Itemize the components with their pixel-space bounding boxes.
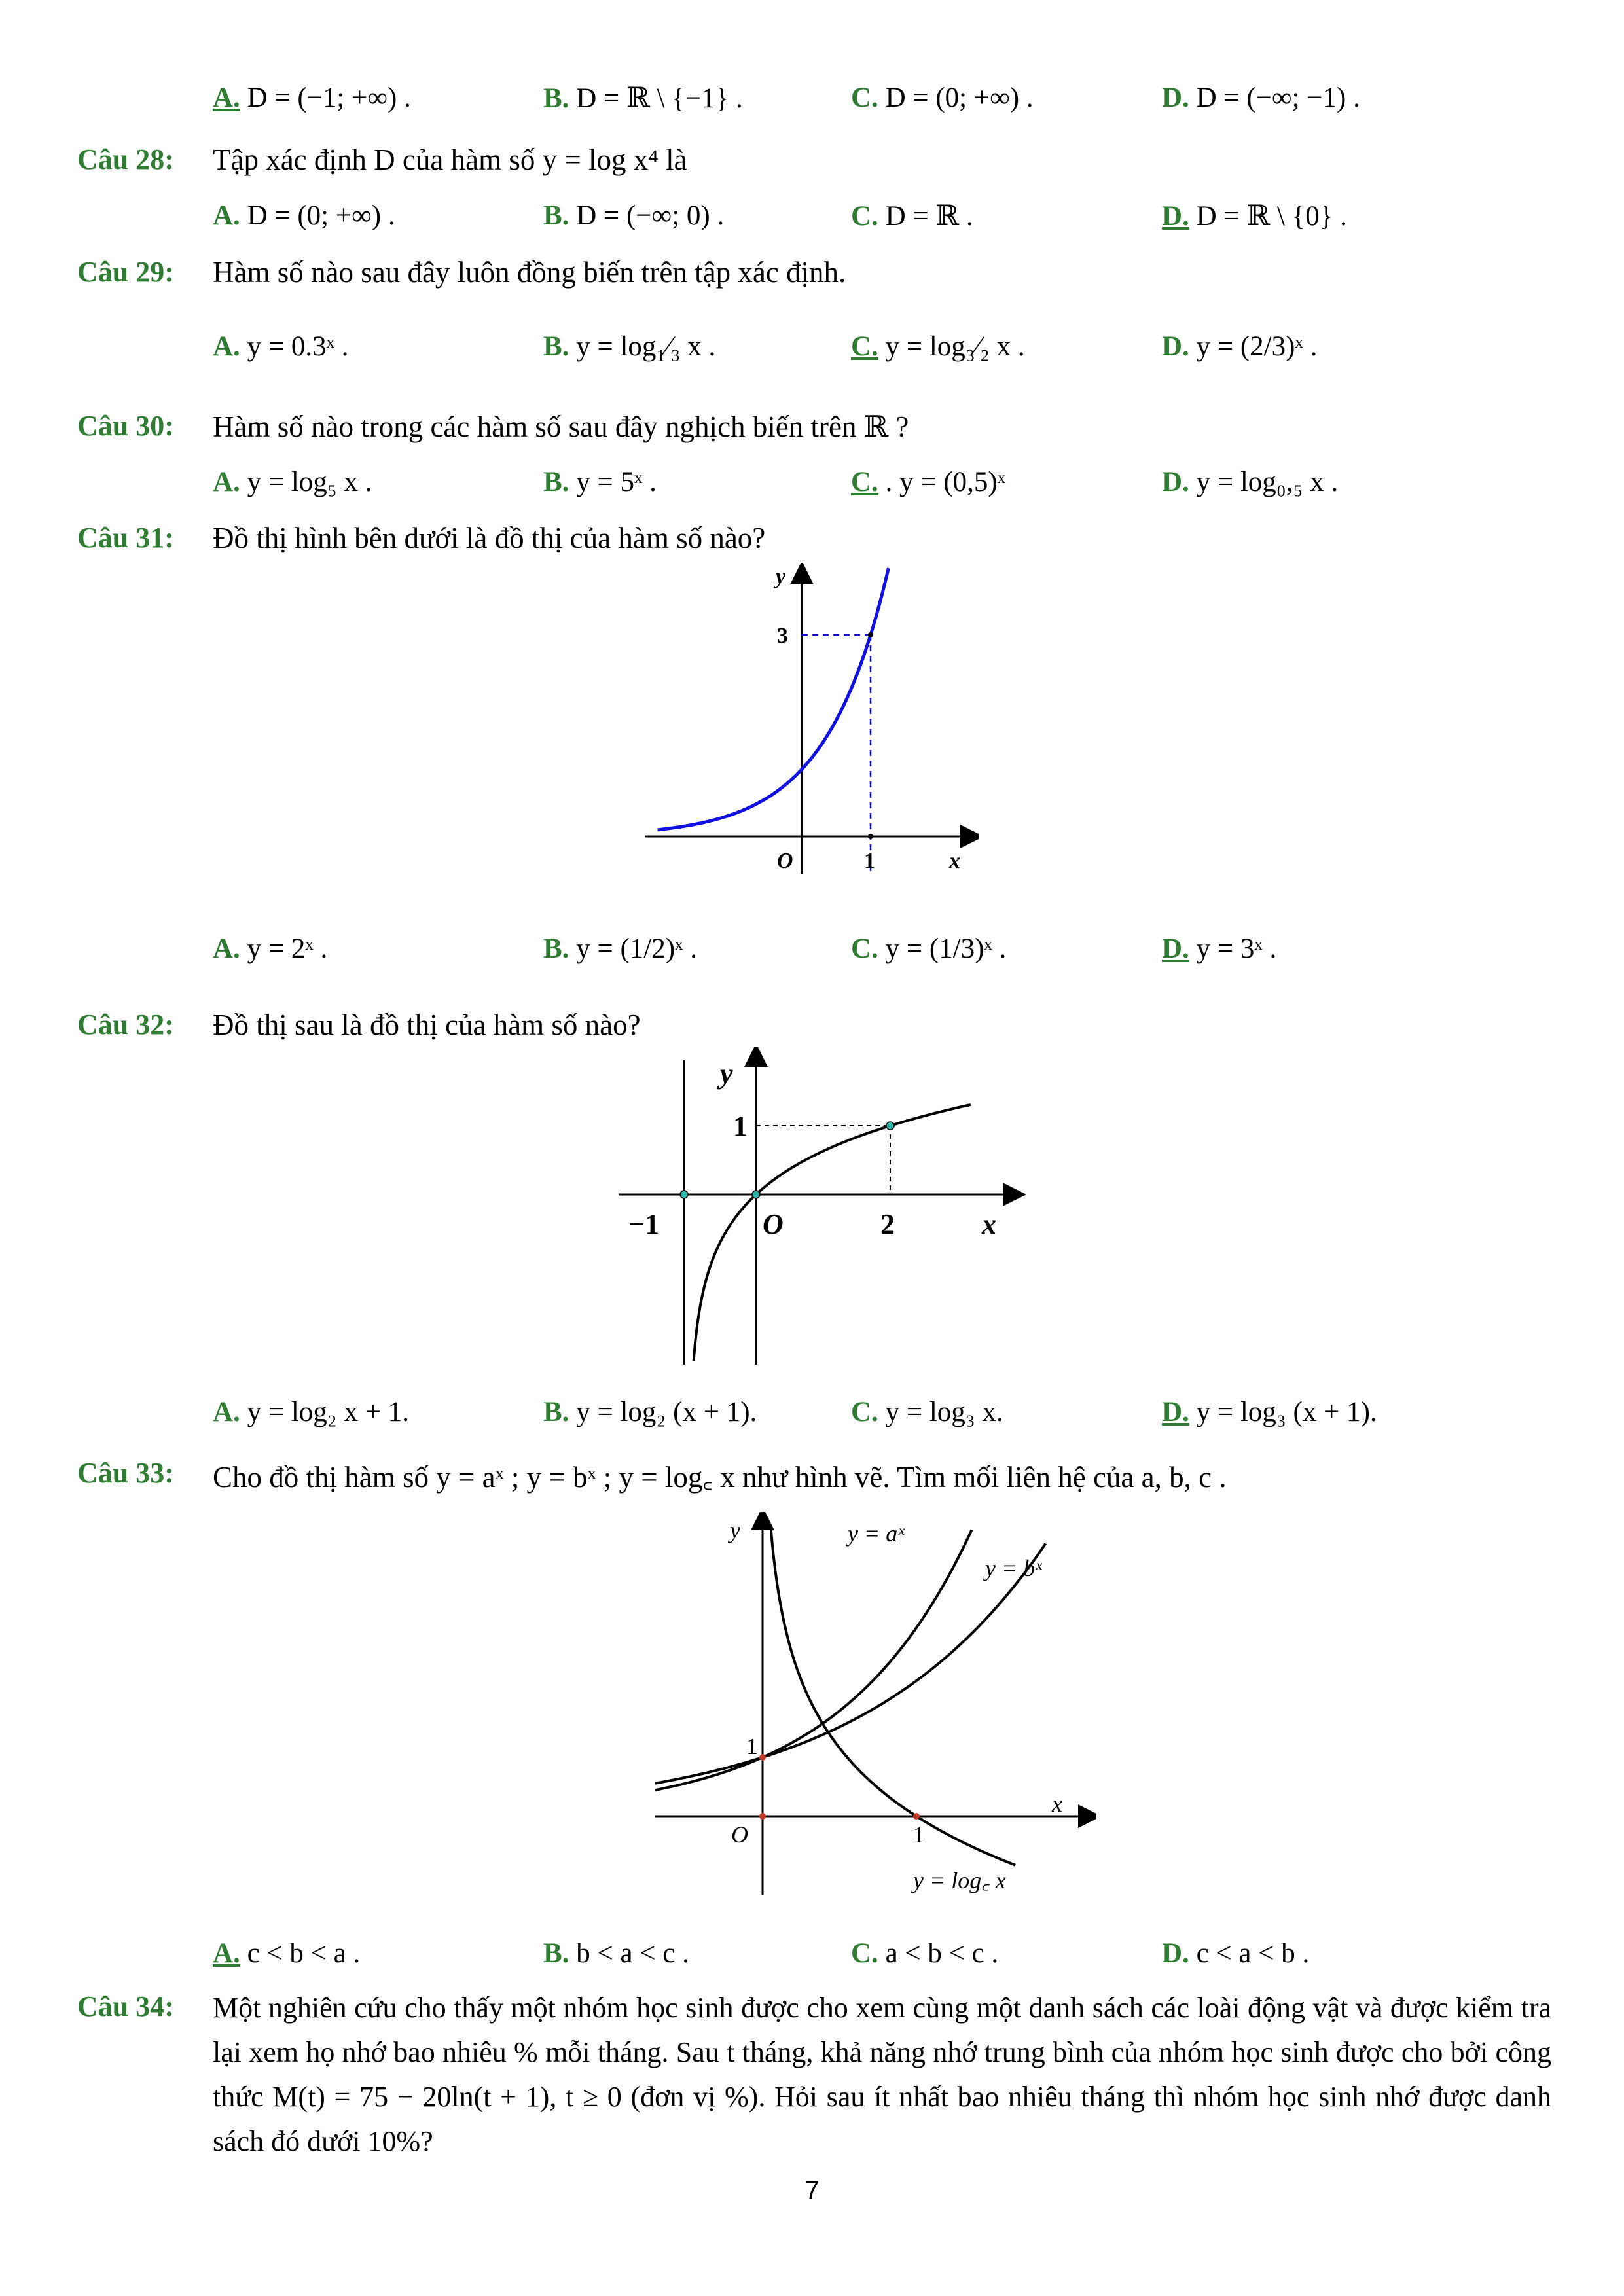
q34-text: Một nghiên cứu cho thấy một nhóm học sinh được cho xem cùng một danh sách các loài động vật và được kiểm tra lại xem họ nhớ bao nhiêu % mỗi tháng. Sau t tháng, khả năng nhớ trung bình của nhóm học sinh được cho bởi công thức M(t) = 75 − 20ln(t + 1), t ≥ 0 (đơn vị %). Hỏi sau ít nhất bao nhiêu tháng thì nhóm học sinh nhớ được danh sách đó dưới 10%? [213,1992,1551,2157]
q32-option-b: B. y = log₂ (x + 1). [543,1397,757,1427]
q29-text: Hàm số nào sau đây luôn đồng biến trên tập xác định. [213,256,846,289]
q30-option-c: C. . y = (0,5)ˣ [851,467,1006,497]
q28-option-b: B. D = (−∞; 0) . [543,200,725,231]
q32-option-a: A. y = log₂ x + 1. [213,1397,410,1427]
q31-x-tick-dot [868,834,873,839]
q33-point-origin [759,1813,766,1820]
q28-option-d: D. D = ℝ \ {0} . [1162,201,1347,232]
q31-x-tick-label: 1 [864,849,875,873]
q29-option-d: D. y = (2/3)ˣ . [1162,331,1318,362]
q33-curve-a [655,1530,972,1790]
q27-option-d: D. D = (−∞; −1) . [1162,82,1360,113]
q29-number: Câu 29: [77,256,174,288]
q30-text: Hàm số nào trong các hàm số sau đây nghịch biến trên ℝ ? [213,410,909,443]
q32-y-label: y [720,1058,733,1090]
q27-option-a: A. D = (−1; +∞) . [213,82,411,113]
q29-option-b: B. y = log₁⁄₃ x . [543,331,716,362]
q32-y-tick-label: 1 [733,1110,748,1142]
q33-curve-c-label: y = log꜀ x [913,1867,1006,1893]
q28-option-c: C. D = ℝ . [851,201,973,232]
q31-number: Câu 31: [77,522,174,554]
q33-y-tick-label: 1 [746,1733,758,1759]
q34-number: Câu 34: [77,1990,174,2022]
q29-option-a: A. y = 0.3ˣ . [213,331,349,362]
q32-point-origin [752,1191,760,1198]
q32-x-tick-neg-label: −1 [628,1208,660,1240]
q33-option-b: B. b < a < c . [543,1938,689,1969]
q33-x-label: x [1052,1791,1062,1817]
q33-option-d: D. c < a < b . [1162,1938,1310,1969]
q33-origin-label: O [731,1821,748,1848]
q33-point-y1 [759,1754,766,1761]
q33-option-c: C. a < b < c . [851,1938,999,1969]
q31-curve [658,568,889,830]
q33-graph [651,1512,1096,1898]
q32-text: Đồ thị sau là đồ thị của hàm số nào? [213,1009,641,1041]
q28-option-a: A. D = (0; +∞) . [213,200,395,231]
q31-option-a: A. y = 2ˣ . [213,933,328,964]
q32-point-neg1 [680,1191,688,1198]
q31-option-b: B. y = (1/2)ˣ . [543,933,697,964]
q32-x-tick-label: 2 [880,1208,895,1240]
q33-number: Câu 33: [77,1457,174,1489]
q30-number: Câu 30: [77,410,174,442]
page-number: 7 [804,2176,820,2205]
q28-text: Tập xác định D của hàm số y = log x⁴ là [213,143,687,176]
q27-option-b: B. D = ℝ \ {−1} . [543,83,743,114]
q32-x-label: x [982,1208,996,1240]
q32-graph [615,1047,1028,1368]
q31-y-tick-label: 3 [777,624,788,648]
q32-point-2 [886,1122,894,1130]
q27-option-c: C. D = (0; +∞) . [851,82,1034,113]
q30-option-a: A. y = log₅ x . [213,467,372,497]
q33-text: Cho đồ thị hàm số y = aˣ ; y = bˣ ; y = log꜀ x như hình vẽ. Tìm mối liên hệ của a, b, c . [213,1461,1227,1494]
q30-option-d: D. y = log₀,₅ x . [1162,467,1339,497]
q32-origin-label: O [763,1208,784,1240]
q31-origin-label: O [777,849,793,873]
q32-option-d: D. y = log₃ (x + 1). [1162,1397,1377,1427]
q29-option-c: C. y = log₃⁄₂ x . [851,331,1025,362]
q31-option-c: C. y = (1/3)ˣ . [851,933,1007,964]
q28-number: Câu 28: [77,143,174,175]
q33-curve-b-label: y = bˣ [985,1555,1042,1581]
q31-text: Đồ thị hình bên dưới là đồ thị của hàm số nào? [213,522,766,554]
q32-option-c: C. y = log₃ x. [851,1397,1003,1427]
q32-curve [694,1105,971,1361]
q33-point-x1 [913,1813,920,1820]
q33-y-label: y [730,1517,740,1543]
q31-y-label: y [776,565,786,589]
q33-curve-c [770,1525,1015,1865]
q30-option-b: B. y = 5ˣ . [543,467,657,497]
q32-number: Câu 32: [77,1009,174,1041]
q31-option-d: D. y = 3ˣ . [1162,933,1277,964]
q31-graph [638,563,979,877]
q31-x-label: x [949,849,960,873]
q31-point [868,632,873,637]
q33-x-tick-label: 1 [913,1821,925,1848]
q33-curve-a-label: y = aˣ [848,1520,905,1547]
q33-option-a: A. c < b < a . [213,1938,361,1969]
